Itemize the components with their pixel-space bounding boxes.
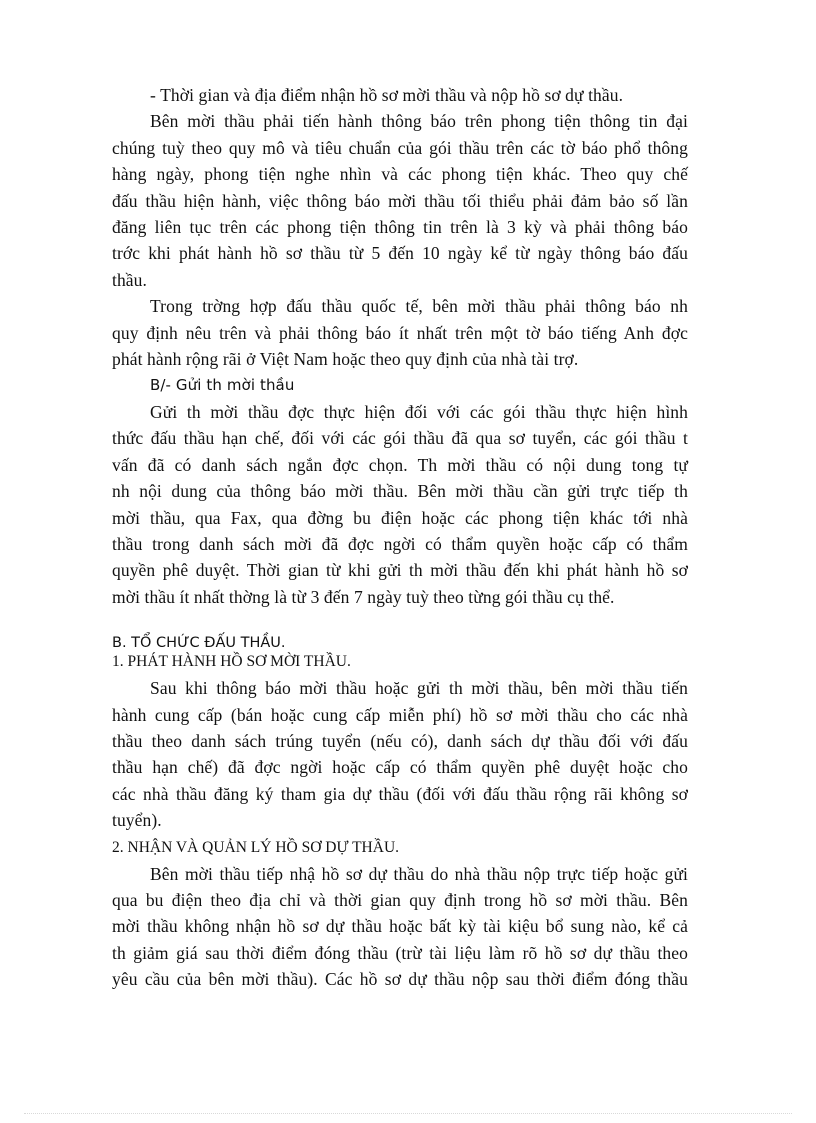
paragraph-block-invitation bbox=[112, 399, 688, 610]
text-line: thức đấu thầu hạn chế, đối với các gói thầu đã qua sơ tuyển, các gói thầu t bbox=[112, 428, 688, 449]
text-line: yêu cầu của bên mời thầu). Các hồ sơ dự thầu nộp sau thời điểm đóng thầu bbox=[112, 969, 688, 990]
text-line: quyền phê duyệt. Thời gian từ khi gửi th mời thầu đến khi phát hành hồ sơ bbox=[112, 560, 688, 581]
page-bottom-rule bbox=[24, 1113, 792, 1114]
text-line: trớc khi phát hành hồ sơ thầu từ 5 đến 10 ngày kể từ ngày thông báo đấu bbox=[112, 243, 688, 264]
text-line: mời thầu không nhận hồ sơ dự thầu hoặc bất kỳ tài kiệu bổ sung nào, kể cả bbox=[112, 916, 688, 937]
text-line: thầu trong danh sách mời đã đợc ngời có thẩm quyền hoặc cấp có thẩm bbox=[112, 533, 688, 554]
document-body bbox=[112, 82, 688, 993]
text-line: Sau khi thông báo mời thầu hoặc gửi th mời thầu, bên mời thầu tiến bbox=[150, 678, 688, 699]
text-line: - Thời gian và địa điểm nhận hồ sơ mời thầu và nộp hồ sơ dự thầu. bbox=[150, 85, 624, 105]
text-line: mời thầu ít nhất thờng là từ 3 đến 7 ngày tuỳ theo từng gói thầu cụ thể. bbox=[112, 586, 615, 607]
text-line: phát hành rộng rãi ở Việt Nam hoặc theo quy định của nhà tài trợ. bbox=[112, 349, 579, 370]
text-line: thầu hạn chế) đã đợc ngời hoặc cấp có thẩm quyền phê duyệt hoặc cho bbox=[112, 757, 688, 778]
text-line: đấu thầu hiện hành, việc thông báo mời thầu tối thiểu phải đảm bảo số lần bbox=[112, 190, 688, 211]
text-line: thầu. bbox=[112, 269, 148, 290]
text-line: quy định nêu trên và phải thông báo ít nhất trên một tờ báo tiếng Anh đợc bbox=[112, 322, 688, 343]
text-line: th giảm giá sau thời điểm đóng thầu (trừ tài liệu làm rõ hồ sơ dự thầu theo bbox=[112, 942, 688, 963]
text-line: chúng tuỳ theo quy mô và tiêu chuẩn của gói thầu trên các tờ báo phổ thông bbox=[112, 137, 688, 158]
text-line: vấn đã có danh sách ngắn đợc chọn. Th mời thầu có nội dung tong tự bbox=[112, 454, 688, 475]
text-line: Gửi th mời thầu đợc thực hiện đối với các gói thầu thực hiện hình bbox=[150, 401, 688, 422]
text-line: Trong trờng hợp đấu thầu quốc tế, bên mời thầu phải thông báo nh bbox=[150, 296, 688, 317]
text-line: Bên mời thầu phải tiến hành thông báo trên phong tiện thông tin đại bbox=[150, 111, 688, 132]
text-line: hành cung cấp (bán hoặc cung cấp miễn phí) hồ sơ mời thầu cho các nhà bbox=[112, 704, 688, 725]
text-line: thầu theo danh sách trúng tuyển (nếu có), danh sách dự thầu đối với đấu bbox=[112, 730, 688, 751]
text-line: nh nội dung của thông báo mời thầu. Bên mời thầu cần gửi trực tiếp th bbox=[112, 481, 688, 502]
section-spacer bbox=[112, 610, 688, 634]
heading-receive-bids: 2. NHẬN VÀ QUẢN LÝ HỒ SƠ DỰ THẦU. bbox=[112, 838, 400, 856]
heading-issue-documents: 1. PHÁT HÀNH HỒ SƠ MỜI THẦU. bbox=[112, 653, 351, 671]
paragraph-block-issue bbox=[112, 675, 688, 833]
text-line: các nhà thầu đăng ký tham gia dự thầu (đối với đấu thầu rộng rãi không sơ bbox=[112, 783, 688, 804]
text-line: mời thầu, qua Fax, qua đờng bu điện hoặc các phong tiện khác tới nhà bbox=[112, 507, 688, 528]
text-line: đăng liên tục trên các phong tiện thông tin trên là 3 kỳ và phải thông báo bbox=[112, 217, 688, 238]
text-line: hàng ngày, phong tiện nghe nhìn và các phong tiện khác. Theo quy chế bbox=[112, 164, 688, 185]
subheading-send-invitation: B/- Gửi th mời thầu bbox=[150, 376, 295, 395]
text-line: qua bu điện theo địa chỉ và thời gian quy định trong hồ sơ mời thầu. Bên bbox=[112, 889, 688, 910]
paragraph-block-receive bbox=[112, 861, 688, 993]
text-line: Bên mời thầu tiếp nhậ hồ sơ dự thầu do nhà thầu nộp trực tiếp hoặc gửi bbox=[150, 863, 688, 884]
text-line: tuyển). bbox=[112, 810, 162, 831]
paragraph-block-notice bbox=[112, 82, 688, 372]
section-heading: B. TỔ CHỨC ĐẤU THẦU. bbox=[112, 635, 286, 652]
